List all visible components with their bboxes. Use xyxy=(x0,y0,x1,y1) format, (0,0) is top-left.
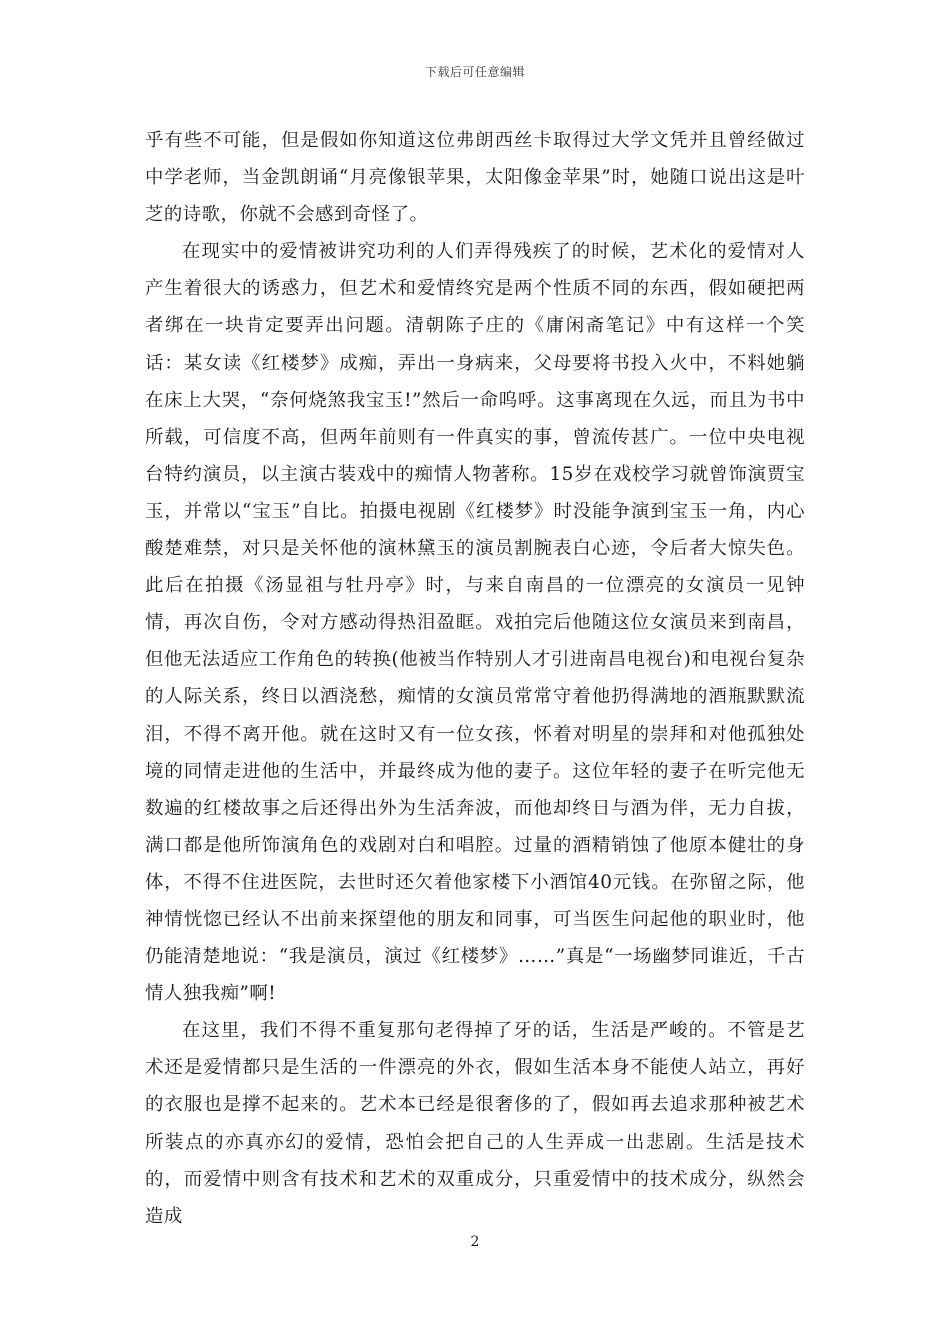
page-header: 下载后可任意编辑 xyxy=(424,65,525,79)
paragraph-love-as-art: 在现实中的爱情被讲究功利的人们弄得残疾了的时候，艺术化的爱情对人产生着很大的诱惑力，但艺术和爱情终究是两个性质不同的东西，假如硬把两者绑在一块肯定要弄出问题。清朝陈子庄的《庸闲斋笔记》中有这样一个笑话：某女读《红楼梦》成痴，弄出一身病来，父母要将书投入火中，不料她躺在床上大哭，“奈何烧煞我宝玉!”然后一命呜呼。这事离现在久远，而且为书中所载，可信度不高，但两年前则有一件真实的事，曾流传甚广。一位中央电视台特约演员，以主演古装戏中的痴情人物著称。15岁在戏校学习就曾饰演贾宝玉，并常以“宝玉”自比。拍摄电视剧《红楼梦》时没能争演到宝玉一角，内心酸楚难禁，对只是关怀他的演林黛玉的演员割腕表白心迹，令后者大惊失色。此后在拍摄《汤显祖与牡丹亭》时，与来自南昌的一位漂亮的女演员一见钟情，再次自伤，令对方感动得热泪盈眶。戏拍完后他随这位女演员来到南昌，但他无法适应工作角色的转换(他被当作特别人才引进南昌电视台)和电视台复杂的人际关系，终日以酒浇愁，痴情的女演员常常守着他扔得满地的酒瓶默默流泪，不得不离开他。就在这时又有一位女孩，怀着对明星的崇拜和对他孤独处境的同情走进他的生活中，并最终成为他的妻子。这位年轻的妻子在听完他无数遍的红楼故事之后还得出外为生活奔波，而他却终日与酒为伴，无力自拔，满口都是他所饰演角色的戏剧对白和唱腔。过量的酒精销蚀了他原本健壮的身体，不得不住进医院，去世时还欠着他家楼下小酒馆40元钱。在弥留之际，他神情恍惚已经认不出前来探望他的朋友和同事，可当医生问起他的职业时，他仍能清楚地说：“我是演员，演过《红楼梦》……”真是“一场幽梦同谁近，千古情人独我痴”啊! xyxy=(145,241,805,1005)
page-number: 2 xyxy=(470,1234,480,1250)
document-body xyxy=(145,122,805,1235)
paragraph-continuation: 乎有些不可能，但是假如你知道这位弗朗西丝卡取得过大学文凭并且曾经做过中学老师，当金凯朗诵“月亮像银苹果，太阳像金苹果”时，她随口说出这是叶芝的诗歌，你就不会感到奇怪了。 xyxy=(145,130,805,226)
paragraph-life-is-severe: 在这里，我们不得不重复那句老得掉了牙的话，生活是严峻的。不管是艺术还是爱情都只是生活的一件漂亮的外衣，假如生活本身不能使人站立，再好的衣服也是撑不起来的。艺术本已经是很奢侈的了，假如再去追求那种被艺术所装点的亦真亦幻的爱情，恐怕会把自己的人生弄成一出悲剧。生活是技术的，而爱情中则含有技术和艺术的双重成分，只重爱情中的技术成分，纵然会造成 xyxy=(145,1020,805,1227)
